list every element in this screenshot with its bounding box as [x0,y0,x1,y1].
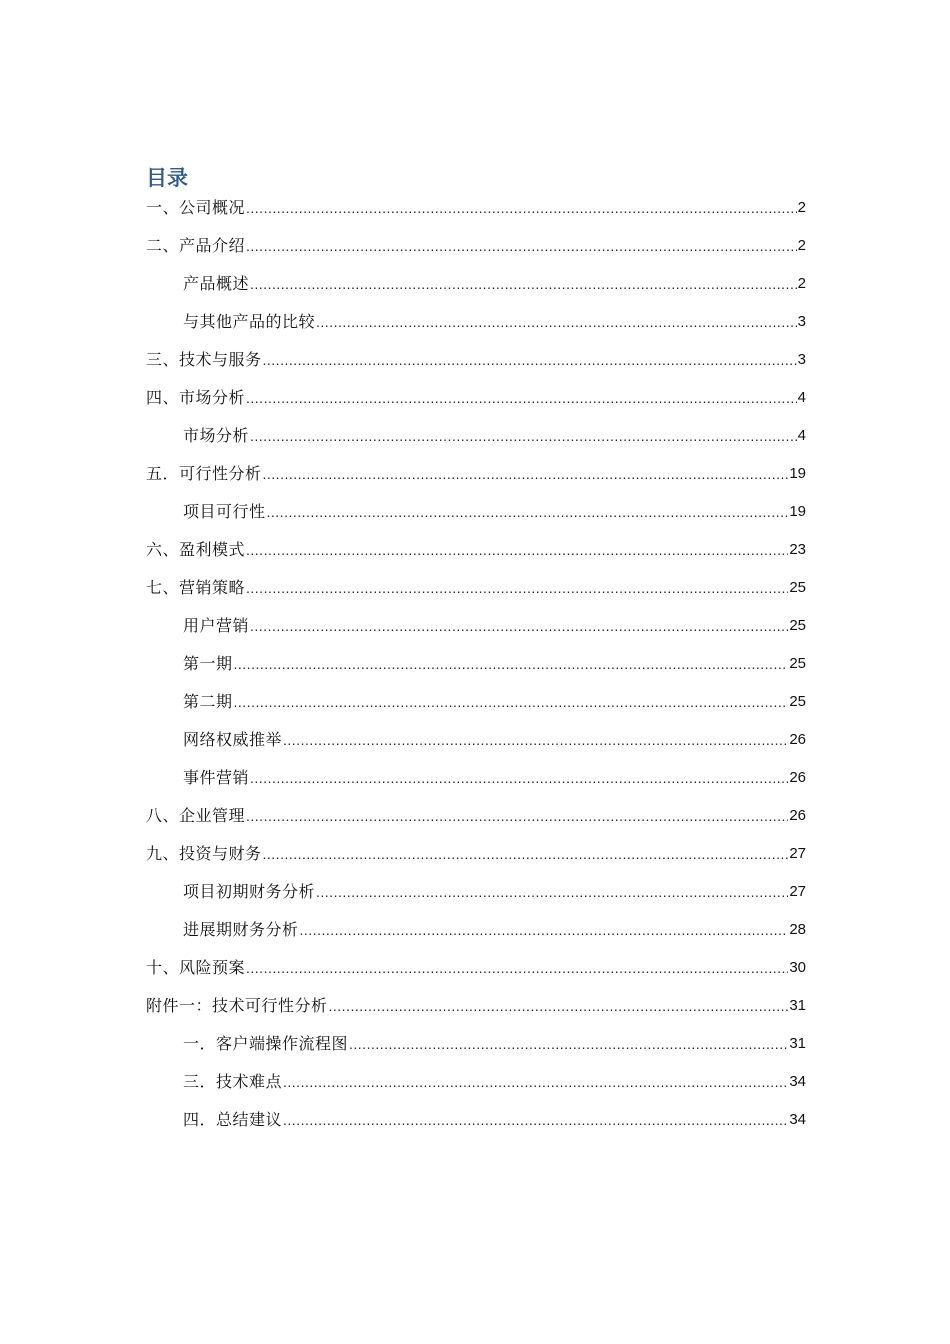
toc-entry-text: 网络权威推举 [183,730,283,749]
toc-entry-text: 六、盈利模式 [146,540,246,559]
toc-entry-text: 七、营销策略 [146,578,246,597]
toc-page-number: 34 [789,1073,806,1090]
toc-page-number: 3 [797,351,806,368]
toc-entry[interactable] [146,987,806,1025]
toc-entry-text: 进展期财务分析 [183,920,299,939]
toc-dot-leader [246,540,788,560]
toc-entry-text: 二、产品介绍 [146,236,246,255]
toc-subentry[interactable] [146,911,806,949]
toc-subentry[interactable] [146,873,806,911]
toc-dot-leader [263,464,789,484]
toc-page-number: 30 [789,959,806,976]
toc-page-number: 31 [789,997,806,1014]
toc-dot-leader [250,616,788,636]
toc-page-number: 19 [789,503,806,520]
toc-dot-leader [316,882,788,902]
toc-page-number: 4 [797,427,806,444]
toc-dot-leader [246,958,788,978]
toc-dot-leader [263,844,789,864]
toc-dot-leader [283,1110,788,1130]
toc-page-number: 3 [797,313,806,330]
toc-page-number: 2 [797,237,806,254]
toc-entry-text: 产品概述 [183,274,250,293]
toc-dot-leader [246,198,797,218]
toc-entry-text: 三．技术难点 [183,1072,283,1091]
toc-page-number: 25 [789,655,806,672]
toc-entry-text: 项目初期财务分析 [183,882,316,901]
toc-entry[interactable] [146,341,806,379]
toc-subentry[interactable] [146,1025,806,1063]
toc-entry[interactable] [146,455,806,493]
toc-subentry[interactable] [146,683,806,721]
toc-subentry[interactable] [146,1101,806,1139]
toc-entry-text: 用户营销 [183,616,250,635]
toc-entry-text: 附件一：技术可行性分析 [146,996,328,1015]
toc-dot-leader [283,1072,788,1092]
toc-subentry[interactable] [146,721,806,759]
toc-dot-leader [349,1034,788,1054]
toc-entry-text: 一．客户端操作流程图 [183,1034,349,1053]
toc-dot-leader [234,692,789,712]
toc-entry-text: 四．总结建议 [183,1110,283,1129]
toc-entry-text: 市场分析 [183,426,250,445]
toc-entry-text: 第二期 [183,692,233,711]
toc-entry[interactable] [146,835,806,873]
toc-entry[interactable] [146,569,806,607]
toc-dot-leader [246,806,788,826]
toc-page-number: 2 [797,199,806,216]
toc-entry-text: 一、公司概况 [146,198,246,217]
toc-dot-leader [316,312,797,332]
toc-page-number: 4 [797,389,806,406]
toc-page-number: 2 [797,275,806,292]
toc-subentry[interactable] [146,417,806,455]
toc-page-number: 25 [789,579,806,596]
toc-page-number: 28 [789,921,806,938]
toc-subentry[interactable] [146,1063,806,1101]
toc-dot-leader [234,654,789,674]
toc-entry[interactable] [146,531,806,569]
toc-entry[interactable] [146,227,806,265]
toc-entry[interactable] [146,949,806,987]
toc-page-number: 26 [789,807,806,824]
toc-subentry[interactable] [146,303,806,341]
toc-dot-leader [329,996,789,1016]
toc-dot-leader [300,920,789,940]
toc-dot-leader [250,274,797,294]
toc-page-number: 31 [789,1035,806,1052]
toc-dot-leader [246,578,788,598]
toc-entry-text: 十、风险预案 [146,958,246,977]
toc-list [146,189,806,1139]
toc-dot-leader [263,350,797,370]
toc-subentry[interactable] [146,607,806,645]
toc-entry-text: 九、投资与财务 [146,844,262,863]
toc-entry[interactable] [146,379,806,417]
toc-entry-text: 第一期 [183,654,233,673]
toc-title: 目录 [146,166,188,190]
toc-entry-text: 四、市场分析 [146,388,246,407]
toc-entry-text: 事件营销 [183,768,250,787]
toc-entry-text: 八、企业管理 [146,806,246,825]
toc-entry-text: 项目可行性 [183,502,266,521]
toc-page-number: 27 [789,883,806,900]
toc-subentry[interactable] [146,493,806,531]
toc-dot-leader [246,236,797,256]
toc-subentry[interactable] [146,265,806,303]
toc-page-number: 25 [789,693,806,710]
toc-subentry[interactable] [146,759,806,797]
toc-page-number: 27 [789,845,806,862]
toc-dot-leader [250,768,788,788]
toc-dot-leader [250,426,797,446]
toc-dot-leader [267,502,789,522]
toc-page-number: 26 [789,731,806,748]
toc-dot-leader [283,730,788,750]
toc-subentry[interactable] [146,645,806,683]
toc-page-number: 23 [789,541,806,558]
toc-entry-text: 五．可行性分析 [146,464,262,483]
toc-entry[interactable] [146,189,806,227]
toc-dot-leader [246,388,797,408]
toc-page-number: 34 [789,1111,806,1128]
toc-page-number: 26 [789,769,806,786]
toc-page-number: 19 [789,465,806,482]
toc-entry-text: 与其他产品的比较 [183,312,316,331]
toc-entry-text: 三、技术与服务 [146,350,262,369]
toc-page-number: 25 [789,617,806,634]
toc-entry[interactable] [146,797,806,835]
